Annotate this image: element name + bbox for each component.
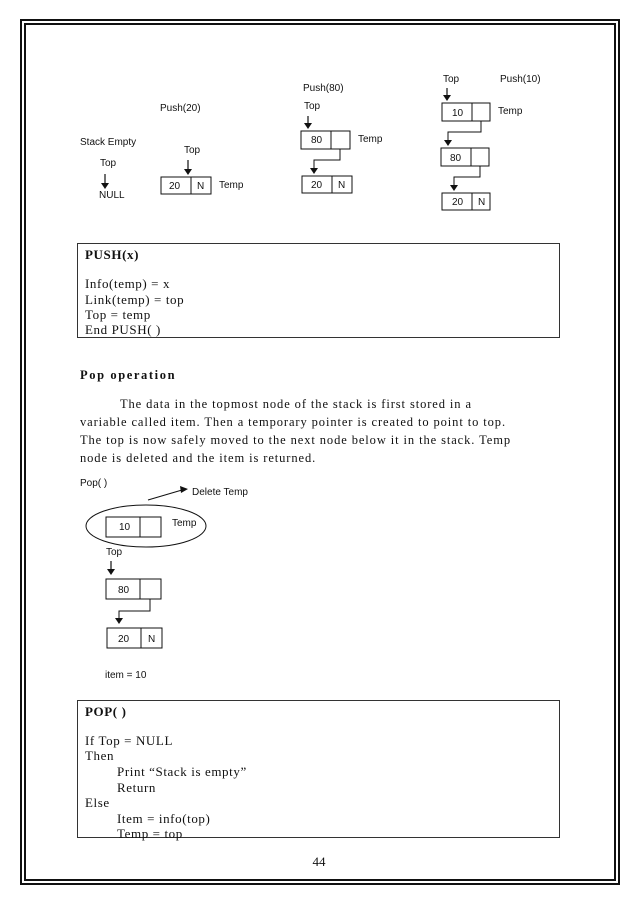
svg-text:20: 20	[118, 634, 130, 645]
node-box	[441, 148, 489, 166]
svg-text:80: 80	[118, 585, 130, 596]
temp-label: Temp	[358, 134, 383, 145]
top-label: Top	[100, 158, 117, 169]
top-label: Top	[184, 145, 201, 156]
pop-code-title: POP( )	[85, 704, 127, 719]
svg-text:80: 80	[311, 135, 323, 146]
page-number: 44	[312, 854, 326, 869]
svg-text:20: 20	[169, 181, 181, 192]
code-line: Else	[85, 795, 110, 810]
temp-label: Temp	[498, 106, 523, 117]
code-line: Item = info(top)	[117, 811, 211, 826]
paragraph-line: The top is now safely moved to the next node below it in the stack. Temp	[80, 433, 511, 447]
node-box	[106, 579, 161, 599]
code-line: Then	[85, 748, 115, 763]
code-line: Info(temp) = x	[85, 276, 171, 291]
svg-text:N: N	[338, 180, 346, 191]
top-label: Top	[106, 547, 123, 558]
temp-label: Temp	[172, 518, 197, 529]
svg-text:N: N	[478, 197, 486, 208]
pop-paragraph	[80, 395, 560, 467]
svg-text:20: 20	[311, 180, 323, 191]
pop-heading: Pop operation	[80, 368, 177, 382]
svg-text:N: N	[148, 634, 156, 645]
paragraph-line: variable called item. Then a temporary pointer is created to point to top.	[80, 415, 506, 429]
top-label: Top	[443, 74, 460, 85]
node-box	[442, 103, 490, 121]
push10-label: Push(10)	[500, 74, 541, 85]
temp-label: Temp	[219, 180, 244, 191]
top-label: Top	[304, 101, 321, 112]
pop-diagram	[0, 470, 638, 685]
svg-text:10: 10	[452, 108, 464, 119]
push-code-title: PUSH(x)	[85, 247, 140, 262]
code-line: Link(temp) = top	[85, 292, 185, 307]
push20-label: Push(20)	[160, 103, 201, 114]
delete-temp-label: Delete Temp	[192, 487, 248, 498]
code-line: End PUSH( )	[85, 322, 161, 337]
code-line: Print “Stack is empty”	[117, 764, 247, 779]
push-diagram	[0, 0, 638, 240]
pop-code-box	[77, 700, 560, 841]
push-code-box	[77, 243, 560, 338]
node-box	[106, 517, 161, 537]
node-box	[301, 131, 350, 149]
code-line: Temp = top	[117, 826, 183, 841]
paragraph-line: The data in the topmost node of the stack is first stored in a	[120, 397, 472, 411]
code-line: Top = temp	[85, 307, 151, 322]
svg-text:20: 20	[452, 197, 464, 208]
svg-text:80: 80	[450, 153, 462, 164]
null-label: NULL	[99, 190, 125, 201]
svg-text:N: N	[197, 181, 205, 192]
paragraph-line: node is deleted and the item is returned.	[80, 451, 317, 465]
pop-label: Pop( )	[80, 478, 108, 489]
svg-text:10: 10	[119, 522, 131, 533]
push80-label: Push(80)	[303, 83, 344, 94]
code-line: If Top = NULL	[85, 733, 173, 748]
stack-empty-label: Stack Empty	[80, 137, 137, 148]
item-label: item = 10	[105, 670, 147, 681]
code-line: Return	[117, 780, 156, 795]
